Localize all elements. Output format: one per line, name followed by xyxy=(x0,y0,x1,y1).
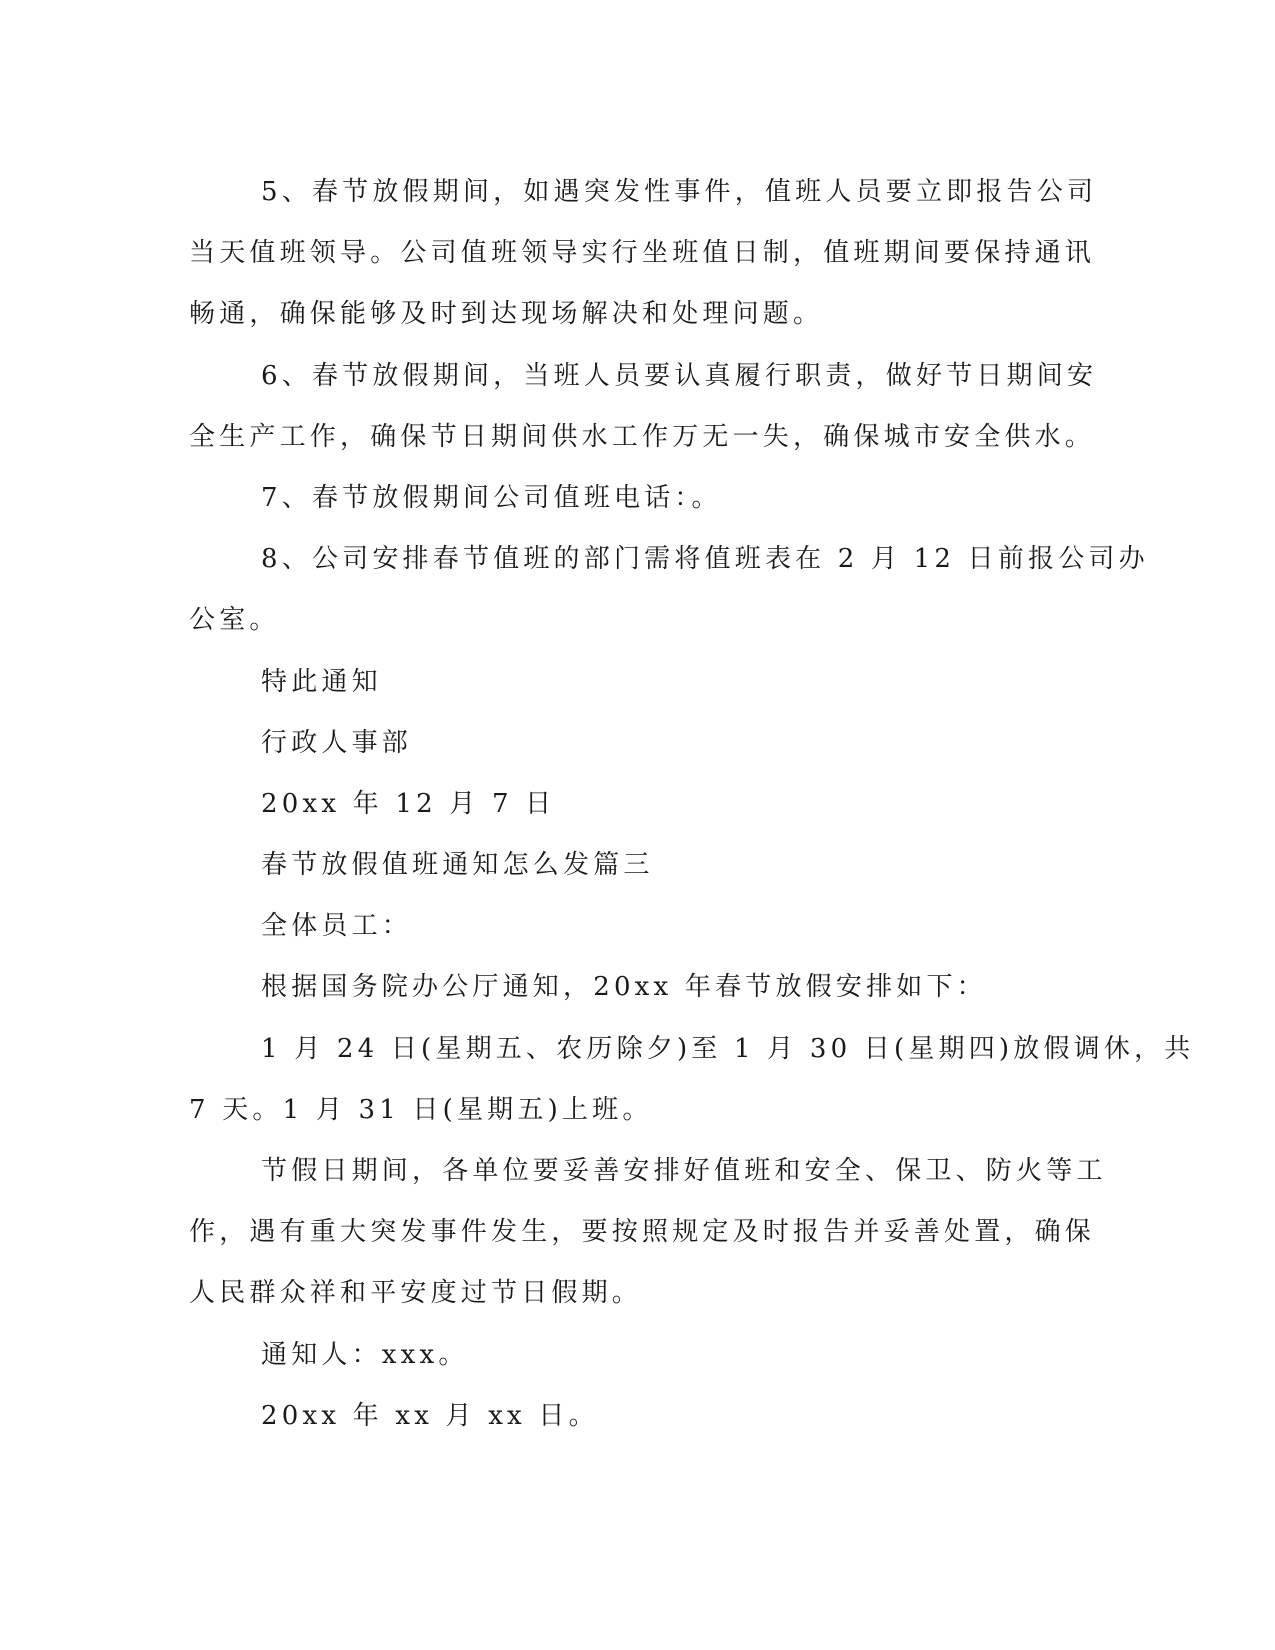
paragraph-line: 7 天。1 月 31 日(星期五)上班。 xyxy=(189,1094,653,1125)
paragraph-line: 人民群众祥和平安度过节日假期。 xyxy=(189,1278,643,1309)
salutation: 全体员工： xyxy=(261,911,413,942)
paragraph-line: 6、春节放假期间，当班人员要认真履行职责，做好节日期间安 xyxy=(261,360,1098,391)
closing-notice: 特此通知 xyxy=(261,666,382,697)
paragraph-line: 节假日期间，各单位要妥善安排好值班和安全、保卫、防火等工 xyxy=(261,1156,1107,1186)
paragraph-line: 公室。 xyxy=(189,605,280,636)
paragraph-line: 根据国务院办公厅通知，20xx 年春节放假安排如下： xyxy=(261,972,987,1003)
paragraph-line: 7、春节放假期间公司值班电话：。 xyxy=(261,482,722,513)
paragraph-line: 全生产工作，确保节日期间供水工作万无一失，确保城市安全供水。 xyxy=(189,421,1096,452)
document-body xyxy=(189,162,1195,1447)
paragraph-line: 1 月 24 日(星期五、农历除夕)至 1 月 30 日(星期四)放假调休，共 xyxy=(261,1033,1195,1064)
issuing-department: 行政人事部 xyxy=(261,727,413,758)
signature-date: 20xx 年 xx 月 xx 日。 xyxy=(261,1400,599,1431)
notifier: 通知人：xxx。 xyxy=(261,1339,469,1370)
paragraph-line: 作，遇有重大突发事件发生，要按照规定及时报告并妥善处置，确保 xyxy=(189,1217,1096,1248)
paragraph-line: 畅通，确保能够及时到达现场解决和处理问题。 xyxy=(189,299,824,330)
paragraph-line: 8、公司安排春节值班的部门需将值班表在 2 月 12 日前报公司办 xyxy=(261,544,1149,575)
paragraph-line: 当天值班领导。公司值班领导实行坐班值日制，值班期间要保持通讯 xyxy=(189,238,1096,269)
section-heading: 春节放假值班通知怎么发篇三 xyxy=(261,850,654,881)
paragraph-line: 5、春节放假期间，如遇突发性事件，值班人员要立即报告公司 xyxy=(261,177,1098,207)
issue-date: 20xx 年 12 月 7 日 xyxy=(261,788,556,819)
